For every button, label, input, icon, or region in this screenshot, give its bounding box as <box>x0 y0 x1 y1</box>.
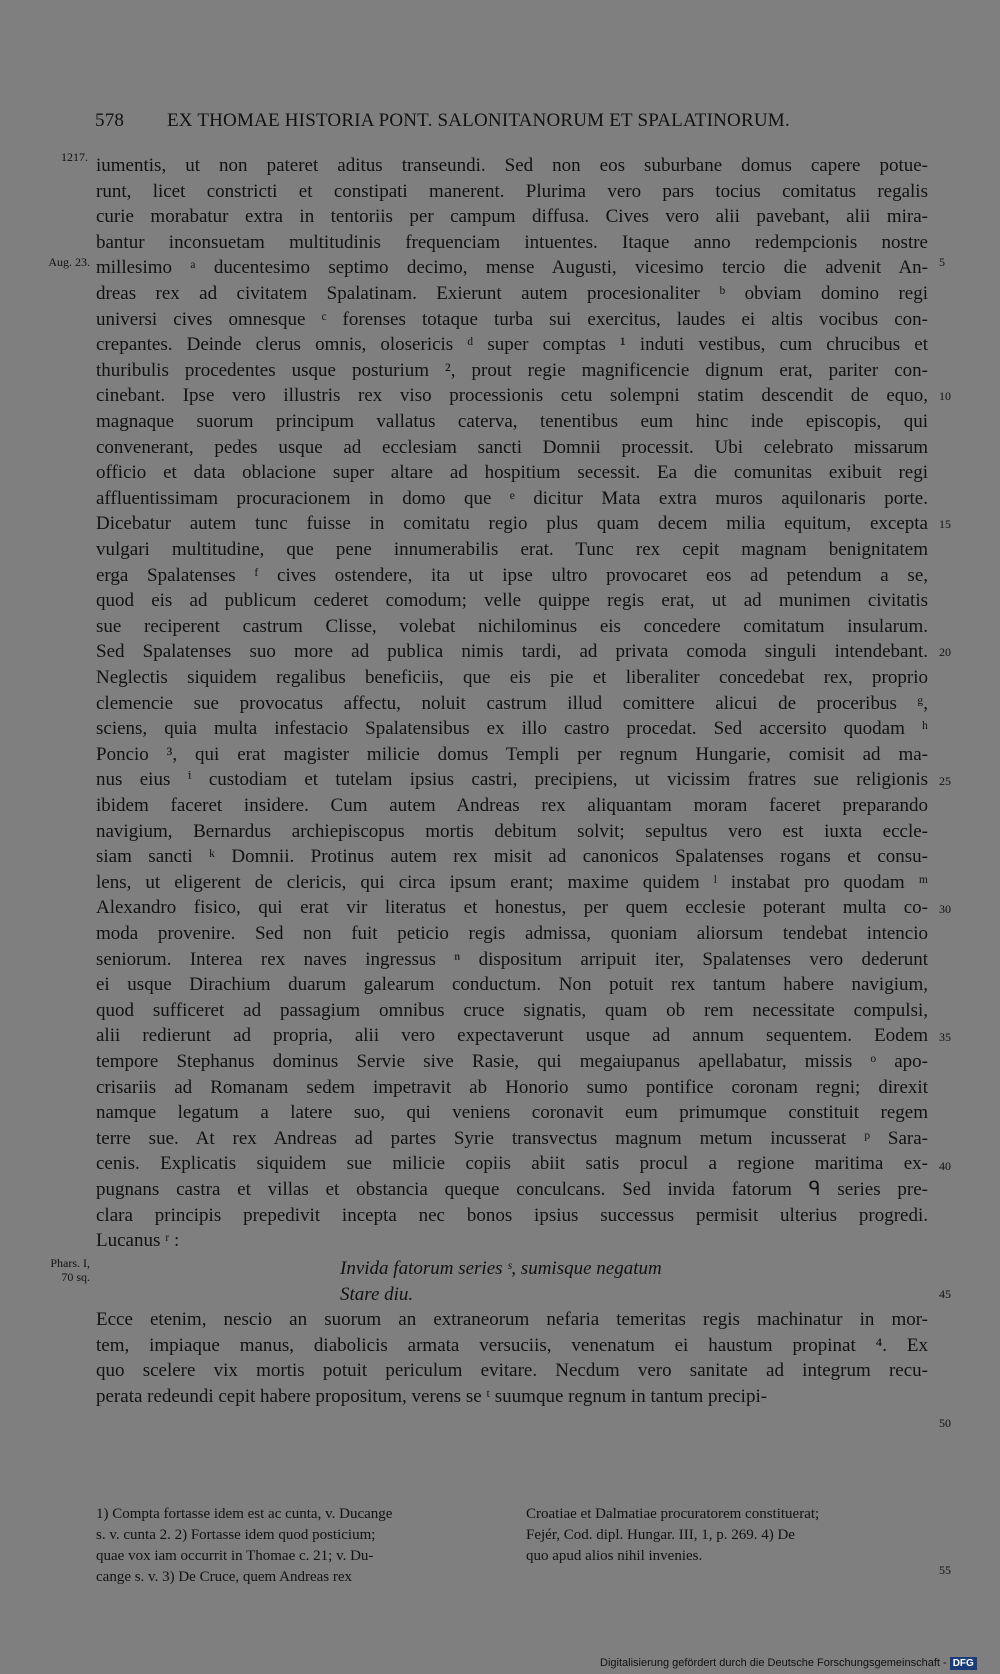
running-title: EX THOMAE HISTORIA PONT. SALONITANORUM ET SPALATINORUM. <box>167 110 790 131</box>
line-number: 15 <box>939 517 951 531</box>
text-line: Ecce etenim, nescio an suorum an extraneorum nefaria temeritas regis machinatur in mor- <box>96 1309 928 1330</box>
text-line: clemencie sue provocatus affectu, noluit castrum illud comittere alicui de proceribus ᵍ, <box>96 692 928 714</box>
footnote-line: quo apud alios nihil invenies. <box>526 1548 703 1564</box>
text-line: crisariis ad Romanam sedem impetravit ab Honorio sumo pontifice coronam regni; direxit <box>96 1076 928 1098</box>
text-line: nus eius ⁱ custodiam et tutelam ipsius castri, precipiens, ut vicissim fratres sue religionis <box>96 769 928 791</box>
text-line: Dicebatur autem tunc fuisse in comitatu regio plus quam decem milia equitum, excepta <box>96 513 928 535</box>
text-line: perata redeundi cepit habere propositum, verens se ᵗ suumque regnum in tantum precipi- <box>96 1385 768 1407</box>
notes-column-right <box>526 1504 819 1567</box>
text-line: Lucanus ʳ : <box>96 1230 180 1252</box>
text-line: tempore Stephanus dominus Servie sive Rasie, qui megaiupanus apellabatur, missis ᵒ apo- <box>96 1051 928 1072</box>
text-line: magnaque suorum principum vallatus caterva, tenentibus eum hinc inde episcopis, qui <box>96 411 928 432</box>
text-line: seniorum. Interea rex naves ingressus ⁿ dispositum arripuit iter, Spalatenses vero dederunt <box>96 948 928 970</box>
text-line: quod sufficeret ad passagium omnibus cruce signatis, quam ob rem necessitate compulsi, <box>96 999 928 1021</box>
margin-pharsalia-ref <box>40 1256 90 1284</box>
text-line: officio et data oblacione super altare ad hospitium secessit. Ea die comunitas exibuit regi <box>96 462 928 484</box>
text-line: dreas rex ad civitatem Spalatinam. Exierunt autem procesionaliter ᵇ obviam domino regi <box>96 283 928 304</box>
text-line: erga Spalatenses ᶠ cives ostendere, ita ut ipse ultro provocaret eos ad petendum a se, <box>96 564 928 586</box>
line-number: 10 <box>939 389 951 403</box>
text-line: quo scelere vix mortis potuit periculum evitare. Necdum vero sanitate ad integrum recu- <box>96 1360 928 1382</box>
footnote-line: cange s. v. 3) De Cruce, quem Andreas rex <box>96 1569 353 1585</box>
line-number: 30 <box>939 902 951 916</box>
line-number: 35 <box>939 1030 951 1044</box>
text-line: siam sancti ᵏ Domnii. Protinus autem rex misit ad canonicos Spalatenses rogans et consu- <box>96 846 928 868</box>
footnote-line: Croatiae et Dalmatiae procuratorem constituerat; <box>526 1506 820 1522</box>
digitization-credit <box>600 1652 1000 1674</box>
text-line: convenerant, pedes usque ad ecclesiam sancti Domnii processit. Ubi celebrato missarum <box>96 436 928 458</box>
text-line: crepantes. Deinde clerus omnis, olosericis ᵈ super comptas ¹ induti vestibus, cum chrucibus et <box>96 334 928 356</box>
line-number: 50 <box>939 1416 951 1430</box>
notes-column-left <box>96 1504 392 1588</box>
text-line: terre sue. At rex Andreas ad partes Syrie transvectus magnum metum incusserat ᵖ Sara- <box>96 1127 928 1149</box>
text-line: alii redierunt ad propria, alii vero expectaverunt usque ad annum sequentem. Eodem <box>96 1025 928 1047</box>
text-line: Neglectis siquidem regalibus beneficiis, que eis pie et liberaliter concedebat rex, proprio <box>96 667 928 688</box>
text-line: navigium, Bernardus archiepiscopus mortis debitum solvit; sepultus vero est iuxta eccle- <box>96 820 928 842</box>
verse-line: Stare diu. <box>340 1283 414 1305</box>
footnote-line: s. v. cunta 2. 2) Fortasse idem quod posticium; <box>96 1527 376 1543</box>
text-line: thuribulis procedentes usque posturium ², prout regie magnificencie dignum erat, pariter con- <box>96 359 928 381</box>
line-number: 55 <box>939 1563 951 1577</box>
dfg-logo: DFG <box>950 1657 977 1670</box>
text-line: lens, ut eligerent de clericis, qui circa ipsum erant; maxime quidem ˡ instabat pro quodam ᵐ <box>96 871 928 893</box>
margin-year: 1217. <box>61 150 88 164</box>
text-line: ibidem faceret insidere. Cum autem Andreas rex aliquantam moram faceret preparando <box>96 795 928 816</box>
margin-pharsalia-line-1: Phars. I, <box>50 1256 90 1270</box>
text-line: sciens, quia multa infestacio Spalatensibus ex illo castro procedat. Sed accersito quodam ʰ <box>96 718 928 740</box>
text-line: bantur inconsuetam multitudinis frequenciam intuentes. Itaque anno redempcionis nostre <box>96 231 928 253</box>
text-line: cenis. Explicatis siquidem sue milicie copiis abiit satis procul a regione maritima ex- <box>96 1153 928 1175</box>
running-header <box>95 110 865 140</box>
footnote-line: quae vox iam occurrit in Thomae c. 21; v. Du- <box>96 1548 374 1564</box>
line-number: 40 <box>939 1159 951 1173</box>
text-line: affluentissimam procuracionem in domo que ᵉ dicitur Mata extra muros aquilonaris porte. <box>96 487 928 509</box>
text-line: Sed Spalatenses suo more ad publica nimis tardi, ad privata comoda singuli intendebant. <box>96 641 928 663</box>
text-line: millesimo ᵃ ducentesimo septimo decimo, mense Augusti, vicesimo tercio die advenit An- <box>96 257 928 279</box>
line-number: 5 <box>939 255 945 269</box>
text-line: iumentis, ut non pateret aditus transeundi. Sed non eos suburbane domus capere potue- <box>96 155 928 176</box>
line-number: 20 <box>939 645 951 659</box>
text-line: namque legatum a latere suo, qui veniens coronavit eum primumque constituit regem <box>96 1102 928 1124</box>
credit-text: Digitalisierung gefördert durch die Deutsche Forschungsgemeinschaft - <box>600 1657 947 1669</box>
text-line: Alexandro fisico, qui erat vir literatus et honestus, per quem ecclesie poterant multa co- <box>96 897 928 919</box>
footnote-line: 1) Compta fortasse idem est ac cunta, v. Ducange <box>96 1506 393 1522</box>
margin-pharsalia-line-2: 70 sq. <box>61 1270 90 1284</box>
text-line: tem, impiaque manus, diabolicis armata versuciis, venenatum ei haustum propinat ⁴. Ex <box>96 1334 928 1356</box>
text-line: sue reciperent castrum Clisse, volebat nichilominus eis concedere comitatum insularum. <box>96 615 928 637</box>
footnote-line: Fejér, Cod. dipl. Hungar. III, 1, p. 269. 4) De <box>526 1527 795 1543</box>
text-line: universi cives omnesque ᶜ forenses totaque turba sui exercitus, laudes ei altis vocibus con- <box>96 308 928 330</box>
text-line: clara principis prepedivit incepta nec bonos ipsius successus permisit ulterius progredi. <box>96 1204 928 1226</box>
line-number: 45 <box>939 1287 951 1301</box>
text-line: Poncio ³, qui erat magister milicie domus Templi per regnum Hungarie, comisit ad ma- <box>96 743 928 765</box>
text-line: vulgari multitudine, que pene innumerabilis erat. Tunc rex cepit magnam benignitatem <box>96 539 928 560</box>
text-line: quod eis ad publicum cederet comodum; velle quippe regis erat, ut ad munimen civitatis <box>96 590 928 612</box>
verse-line: Invida fatorum series ˢ, sumisque negatum <box>340 1258 662 1279</box>
text-line: runt, licet constricti et constipati manerent. Plurima vero pars tocius comitatus regalis <box>96 180 928 202</box>
text-line: ei usque Dirachium duarum galearum conductum. Non potuit rex tantum habere navigium, <box>96 974 928 996</box>
page-number: 578 <box>95 110 125 131</box>
text-line: moda provenire. Sed non fuit peticio regis admissa, quoniam aliorsum tendebat intencio <box>96 923 928 944</box>
line-number: 25 <box>939 774 951 788</box>
text-line: pugnans castra et villas et obstancia queque conculcans. Sed invida fatorum ᑫ series pre- <box>96 1179 928 1200</box>
text-line: cinebant. Ipse vero illustris rex viso processionis cetu solempni statim descendit de equo, <box>96 385 928 407</box>
text-line: curie morabatur extra in tentoriis per campum diffusa. Cives vero alii pavebant, alii mira- <box>96 206 928 228</box>
margin-date: Aug. 23. <box>48 255 90 269</box>
